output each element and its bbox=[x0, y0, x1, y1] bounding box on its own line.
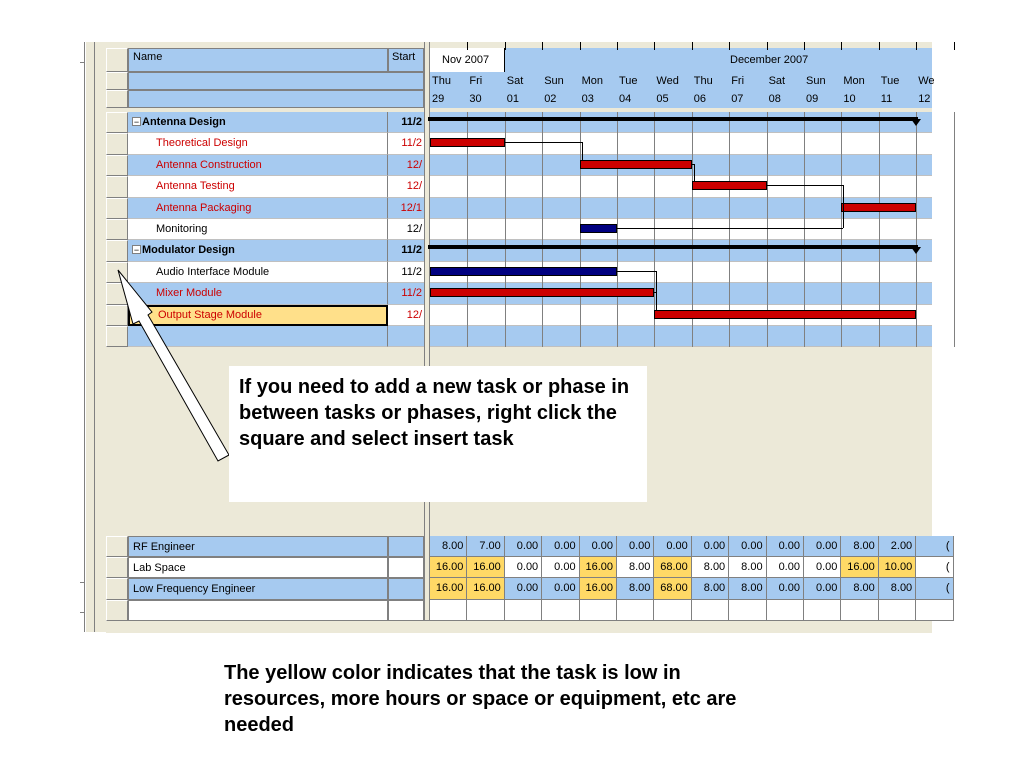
resource-hours-cell[interactable]: 0.00 bbox=[580, 536, 617, 557]
task-name-label: Mixer Module bbox=[156, 287, 223, 300]
resource-hours-cell[interactable]: 8.00 bbox=[841, 578, 878, 599]
timeline-day-label: Thu bbox=[432, 75, 451, 87]
timeline-day-label: Wed bbox=[656, 75, 679, 87]
resource-hours-cell[interactable]: 0.00 bbox=[692, 536, 729, 557]
task-start-label: 11/2 bbox=[401, 244, 422, 257]
resource-hours-cell[interactable]: ( bbox=[916, 536, 953, 557]
resource-hours-cell[interactable]: 16.00 bbox=[580, 578, 617, 599]
resource-name-label: Lab Space bbox=[133, 562, 186, 575]
resource-hours-cell[interactable]: 0.00 bbox=[767, 557, 804, 578]
timeline-day-label: Tue bbox=[880, 75, 900, 87]
timeline-date-label: 03 bbox=[581, 93, 594, 105]
resource-hours-cell[interactable]: 16.00 bbox=[841, 557, 878, 578]
resource-hours-cell[interactable]: 0.00 bbox=[542, 557, 579, 578]
resource-hours-cell[interactable]: 0.00 bbox=[729, 536, 766, 557]
resource-hours-cell[interactable]: 0.00 bbox=[767, 578, 804, 599]
timeline-date-label: 06 bbox=[693, 93, 707, 105]
arrow-shape bbox=[118, 270, 229, 461]
column-header-name-label: Name bbox=[133, 51, 163, 63]
resource-hours-cell[interactable]: 16.00 bbox=[430, 557, 467, 578]
timeline-date-label: 04 bbox=[619, 93, 632, 105]
resource-hours-cell[interactable]: 8.00 bbox=[692, 578, 729, 599]
resource-hours-cell[interactable]: 8.00 bbox=[617, 578, 654, 599]
task-start-label: 11/2 bbox=[401, 137, 422, 150]
collapse-icon[interactable]: − bbox=[133, 117, 140, 127]
timeline-date-label: 10 bbox=[843, 93, 856, 105]
timeline-date-label: 02 bbox=[544, 93, 557, 105]
insert-task-callout: If you need to add a new task or phase in between tasks or phases, right click the square and select insert task bbox=[239, 376, 630, 450]
resource-hours-cell[interactable]: 0.00 bbox=[505, 557, 542, 578]
resource-hours-cell[interactable]: 0.00 bbox=[542, 578, 579, 599]
timeline-date-label: 12 bbox=[918, 93, 931, 105]
timeline-day-label: Sat bbox=[506, 75, 524, 87]
resource-hours-cell[interactable]: 16.00 bbox=[580, 557, 617, 578]
task-start-label: 12/1 bbox=[400, 201, 422, 214]
timeline-date-label: 08 bbox=[768, 93, 781, 105]
timeline-day-label: Fri bbox=[469, 75, 483, 87]
timeline-date-label: 07 bbox=[731, 93, 744, 105]
task-name-label: Antenna Construction bbox=[156, 158, 262, 171]
resource-name-label: Low Frequency Engineer bbox=[133, 583, 256, 596]
resource-hours-cell[interactable]: 0.00 bbox=[505, 578, 542, 599]
resource-hours-cell[interactable]: 16.00 bbox=[467, 557, 504, 578]
resource-hours-cell[interactable]: 8.00 bbox=[879, 578, 916, 599]
task-name-label: Antenna Packaging bbox=[156, 201, 252, 214]
resource-hours-cell[interactable]: 7.00 bbox=[467, 536, 504, 557]
timeline-date-label: 05 bbox=[656, 93, 669, 105]
resource-hours-cell[interactable]: ( bbox=[916, 557, 953, 578]
resource-hours-cell[interactable]: 68.00 bbox=[654, 557, 691, 578]
resource-hours-cell[interactable]: 0.00 bbox=[804, 578, 841, 599]
timeline-day-label: We bbox=[918, 75, 935, 87]
collapse-icon[interactable]: − bbox=[133, 245, 140, 256]
month-nov-label: Nov 2007 bbox=[442, 54, 490, 66]
resource-hours-cell[interactable]: 0.00 bbox=[542, 536, 579, 557]
resource-hours-cell[interactable]: ( bbox=[916, 578, 953, 599]
resource-hours-cell[interactable]: 0.00 bbox=[617, 536, 654, 557]
task-name-label: Antenna Testing bbox=[156, 180, 235, 193]
month-dec-label: December 2007 bbox=[730, 54, 809, 66]
timeline-day-label: Sun bbox=[544, 75, 564, 87]
resource-hours-cell[interactable]: 0.00 bbox=[767, 536, 804, 557]
resource-hours-cell[interactable]: 0.00 bbox=[505, 536, 542, 557]
timeline-day-label: Mon bbox=[581, 75, 603, 87]
task-start-label: 11/2 bbox=[401, 265, 422, 278]
resource-hours-cell[interactable]: 8.00 bbox=[841, 536, 878, 557]
task-start-label: 11/2 bbox=[401, 116, 422, 128]
resource-hours-cell[interactable]: 16.00 bbox=[430, 578, 467, 599]
timeline-day-label: Thu bbox=[693, 75, 713, 87]
yellow-note-callout: The yellow color indicates that the task is low in resources, more hours or space or equipment, etc are needed bbox=[224, 662, 737, 736]
timeline-day-label: Sun bbox=[806, 75, 826, 87]
timeline-date-label: 30 bbox=[469, 93, 482, 105]
resource-hours-cell[interactable]: 0.00 bbox=[804, 557, 841, 578]
resource-hours-cell[interactable]: 8.00 bbox=[617, 557, 654, 578]
task-start-label: 12/ bbox=[406, 158, 422, 171]
resource-hours-cell[interactable]: 8.00 bbox=[729, 557, 766, 578]
task-name-label: Theoretical Design bbox=[156, 137, 248, 150]
task-name-label: Antenna Design bbox=[142, 116, 226, 128]
task-start-label: 11/2 bbox=[401, 287, 422, 300]
resource-hours-cell[interactable]: 8.00 bbox=[692, 557, 729, 578]
resource-hours-cell[interactable]: 0.00 bbox=[654, 536, 691, 557]
resource-hours-cell[interactable]: 16.00 bbox=[467, 578, 504, 599]
resource-hours-cell[interactable]: 10.00 bbox=[879, 557, 916, 578]
task-start-label: 12/ bbox=[406, 308, 422, 321]
timeline-date-label: 11 bbox=[880, 93, 893, 105]
task-name-label: Modulator Design bbox=[142, 244, 235, 257]
resource-hours-cell[interactable]: 8.00 bbox=[430, 536, 467, 557]
timeline-day-label: Mon bbox=[843, 75, 865, 87]
timeline-day-label: Fri bbox=[731, 75, 745, 87]
timeline-date-label: 29 bbox=[432, 93, 445, 105]
timeline-date-label: 01 bbox=[506, 93, 520, 105]
task-start-label: 12/ bbox=[406, 223, 422, 235]
timeline-date-label: 09 bbox=[806, 93, 819, 105]
task-name-label: Monitoring bbox=[156, 223, 208, 235]
resource-hours-cell[interactable]: 68.00 bbox=[654, 578, 691, 599]
task-name-label: Output Stage Module bbox=[158, 308, 262, 321]
timeline-day-label: Sat bbox=[768, 75, 786, 87]
task-name-label: Audio Interface Module bbox=[156, 265, 270, 278]
timeline-day-label: Tue bbox=[619, 75, 638, 87]
task-start-label: 12/ bbox=[406, 180, 422, 193]
resource-name-label: RF Engineer bbox=[133, 541, 195, 553]
resource-hours-cell[interactable]: 8.00 bbox=[729, 578, 766, 599]
resource-hours-cell[interactable]: 2.00 bbox=[879, 536, 916, 557]
column-header-start-label: Start bbox=[392, 51, 416, 63]
resource-hours-cell[interactable]: 0.00 bbox=[804, 536, 841, 557]
